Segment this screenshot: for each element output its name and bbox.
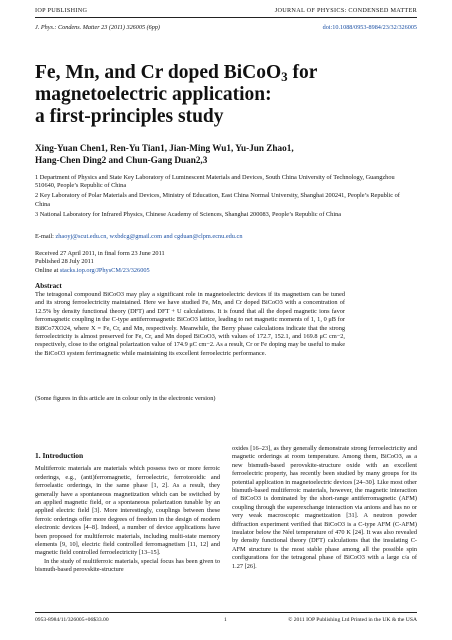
intro-paragraph-1: Multiferroic materials are materials which possess two or more ferroic orderings, e.g., (anti)ferromagnetic, ferroelectric, ferrotoroidic and ferroelastic orderings, in the same phase [1, 2]. As a result, they generally have a spontaneous magnetization which can be switched by an applied magnetic field, or a spontaneous polarization tunable by an applied electric field [3]. More interestingly, couplings between these ferroic orderings offer more degrees of freedom in the design of modern electronic devices [4–8]. Indeed, a number of device applications have been proposed for multiferroic materials, including multi-state memory elements [9, 10], electric field controlled ferromagnetism [11, 12] and magnetic field controlled ferroelectricity [13–15]. <box>35 465 220 557</box>
abstract-heading: Abstract <box>35 282 62 290</box>
authors-line2: Hang-Chen Ding2 and Chun-Gang Duan2,3 <box>35 155 208 165</box>
title-line1-suffix: for <box>287 62 318 83</box>
intro-paragraph-continued: oxides [16–23], as they generally demonstrate strong ferroelectricity and magnetic orderings at room temperature. Among them, BiCoO3, as a new bismuth-based perovskite-structure oxide with an excellent ferroelectric property, has recently been studied by many groups for its potential application in magnetoelectric devices [24–30]. Like most other bismuth-based multiferroic materials, however, the magnetic interaction of BiCoO3 is dominated by the short-range antiferromagnetic (AFM) coupling through the superexchange interaction via anions and has no or very weak macroscopic magnetization [31]. A neutron powder diffraction experiment verified that BiCoO3 is a C-type AFM (C-AFM) insulator below the Néel temperature of 470 K [24]. It was also revealed by density functional theory (DFT) calculations that the insulating C-AFM structure is the most stable phase among all the possible spin configurations for the tetragonal phase of BiCoO3 with a large c/a of 1.27 [26]. <box>232 445 417 570</box>
affiliation-3: 3 National Laboratory for Infrared Physics, Chinese Academy of Sciences, Shanghai 200083, People’s Republic of China <box>35 210 342 218</box>
colour-note: (Some figures in this article are in colour only in the electronic version) <box>35 395 216 402</box>
published-date: Published 28 July 2011 <box>35 258 94 266</box>
right-column <box>232 445 417 571</box>
email-line <box>35 233 242 240</box>
title-line3: a first-principles study <box>35 106 224 127</box>
abstract-text: The tetragonal compound BiCoO3 may play a significant role in magnetoelectric devices if its magnetism can be tuned and its strong ferroelectricity maintained. Here we have studied Fe, Mn, and Cr doped BiCoO3 with a concentration of 12.5% by density functional theory (DFT) and DFT + U calculations. It is found that all the doped magnetic ions favor ferromagnetic coupling in the C-type antiferromagnetic BiCoO3 lattice, leading to net magnetic moments of 1, 1, 0 μB for Bi8Co7XO24, where X = Fe, Cr, and Mn, respectively. Meanwhile, the Berry phase calculations indicate that the strong ferroelectricity is almost preserved for Fe, Cr, and Mn doped BiCoO3, with values of 172.7, 152.1, and 169.8 μC cm−2, respectively, close to the original polarization value of 174.9 μC cm−2. As a result, Cr or Fe doping may be useful to make the BiCoO3 system ferrimagnetic while maintaining its excellent ferroelectric performance. <box>35 291 345 357</box>
footer-page-number: 1 <box>224 617 227 623</box>
title-line1-prefix: Fe, Mn, and Cr doped BiCoO <box>35 62 282 83</box>
publication-dates <box>35 250 165 275</box>
header-rule <box>35 17 417 18</box>
footer-copyright: © 2011 IOP Publishing Ltd Printed in the UK & the USA <box>288 617 417 623</box>
article-title <box>35 62 415 128</box>
journal-title: JOURNAL OF PHYSICS: CONDENSED MATTER <box>274 7 417 14</box>
authors-line1: Xing-Yuan Chen1, Ren-Yu Tian1, Jian-Ming Wu1, Yu-Jun Zhao1, <box>35 143 294 153</box>
online-label: Online at <box>35 266 60 274</box>
affiliation-1: 1 Department of Physics and State Key Laboratory of Luminescent Materials and Devices, South China University of Technology, Guangzhou 510640, People’s Republic of China <box>35 174 395 190</box>
title-subscript: 3 <box>281 69 288 84</box>
email-addresses[interactable]: zhaoyj@scut.edu.cn, wxbdcg@gmail.com and cgduan@clpm.ecnu.edu.cn <box>55 233 243 240</box>
affiliation-2: 2 Key Laboratory of Polar Materials and Devices, Ministry of Education, East China Normal University, Shanghai 200241, People’s Republic of China <box>35 192 400 208</box>
doi-link[interactable]: doi:10.1088/0953-8984/23/32/326005 <box>322 24 417 31</box>
online-url-link[interactable]: stacks.iop.org/JPhysCM/23/326005 <box>59 266 150 274</box>
email-label: E-mail: <box>35 233 56 240</box>
affiliations <box>35 174 405 221</box>
received-date: Received 27 April 2011, in final form 23 June 2011 <box>35 250 165 257</box>
journal-citation: J. Phys.: Condens. Matter 23 (2011) 326005 (6pp) <box>35 24 160 31</box>
publisher-name: IOP PUBLISHING <box>35 7 88 14</box>
footer-issn: 0953-8984/11/326005+06$33.00 <box>35 617 109 623</box>
left-column <box>35 452 220 575</box>
section-heading-introduction: 1. Introduction <box>35 451 84 460</box>
title-line2: magnetoelectric application: <box>35 84 272 105</box>
online-line <box>35 267 165 275</box>
footer-rule <box>35 612 417 613</box>
author-list <box>35 142 415 166</box>
intro-paragraph-2: In the study of multiferroic materials, special focus has been given to bismuth-based perovskite-structure <box>35 557 220 574</box>
